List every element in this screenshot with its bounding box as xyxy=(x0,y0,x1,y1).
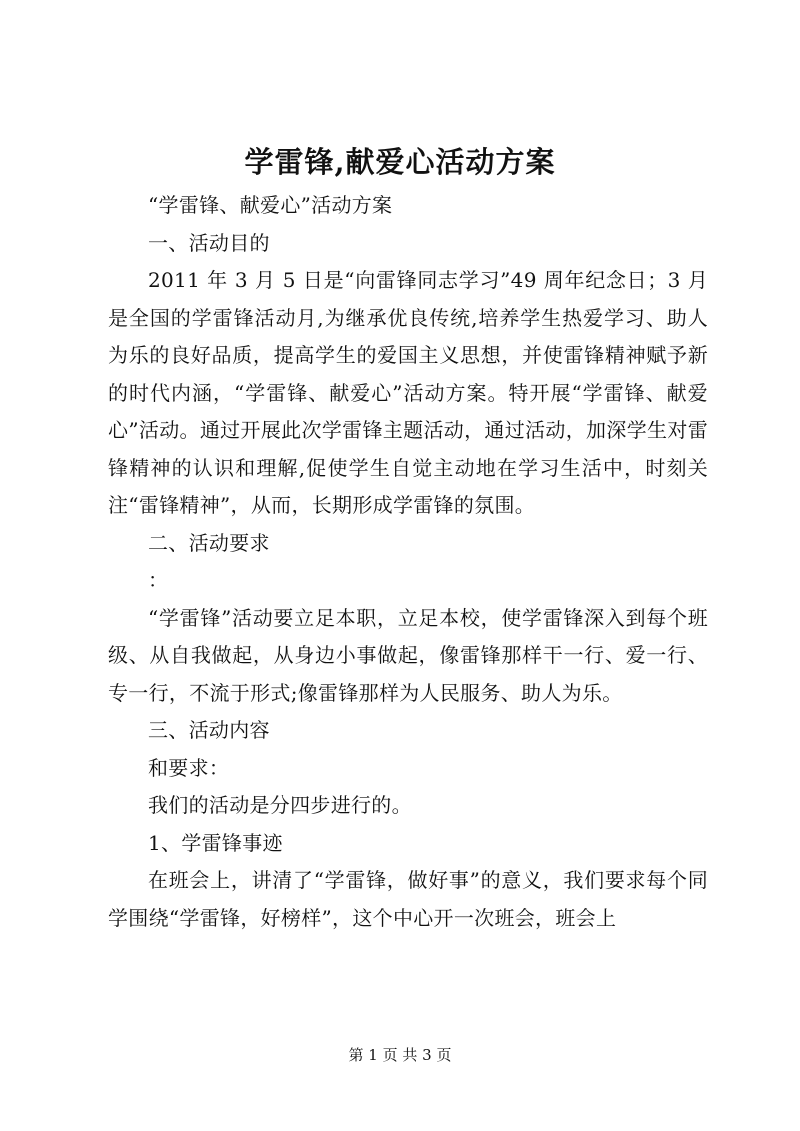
document-title: 学雷锋,献爱心活动方案 xyxy=(244,145,556,179)
heading-activity-requirements: 二、活动要求 xyxy=(148,530,270,555)
heading-activity-content: 三、活动内容 xyxy=(148,718,270,742)
paragraph-and-requirements: 和要求： xyxy=(148,755,230,780)
paragraph-subtitle: “学雷锋、献爱心”活动方案 xyxy=(148,193,393,217)
page-number-footer: 第 1 页 共 3 页 xyxy=(348,1046,452,1064)
paragraph-requirements: “学雷锋”活动要立足本职，立足本校，使学雷锋深入到每个班级、从自我做起，从身边小事做起，像雷锋那样干一行、爱一行、专一行，不流于形式;像雷锋那样为人民服务、助人为乐。 xyxy=(108,605,708,705)
paragraph-purpose: 2011 年 3 月 5 日是“向雷锋同志学习”49 周年纪念日；3 月是全国的学雷锋活动月,为继承优良传统,培养学生热爱学习、助人为乐的良好品质，提高学生的爱国主义思想，并使雷锋精神赋予新的时代内涵，“学雷锋、献爱心”活动方案。特开展“学雷锋、献爱心”活动。通过开展此次学雷锋主题活动，通过活动，加深学生对雷锋精神的认识和理解,促使学生自觉主动地在学习生活中，时刻关注“雷锋精神”，从而，长期形成学雷锋的氛围。 xyxy=(108,268,708,517)
heading-step-one: 1、学雷锋事迹 xyxy=(148,830,283,855)
heading-activity-purpose: 一、活动目的 xyxy=(148,230,270,255)
document-body xyxy=(108,187,708,937)
paragraph-colon: ： xyxy=(148,568,169,592)
paragraph-class-meeting: 在班会上，讲清了“学雷锋，做好事”的意义，我们要求每个同学围绕“学雷锋，好榜样”，这个中心开一次班会，班会上 xyxy=(108,868,708,930)
paragraph-four-steps: 我们的活动是分四步进行的。 xyxy=(148,793,412,817)
